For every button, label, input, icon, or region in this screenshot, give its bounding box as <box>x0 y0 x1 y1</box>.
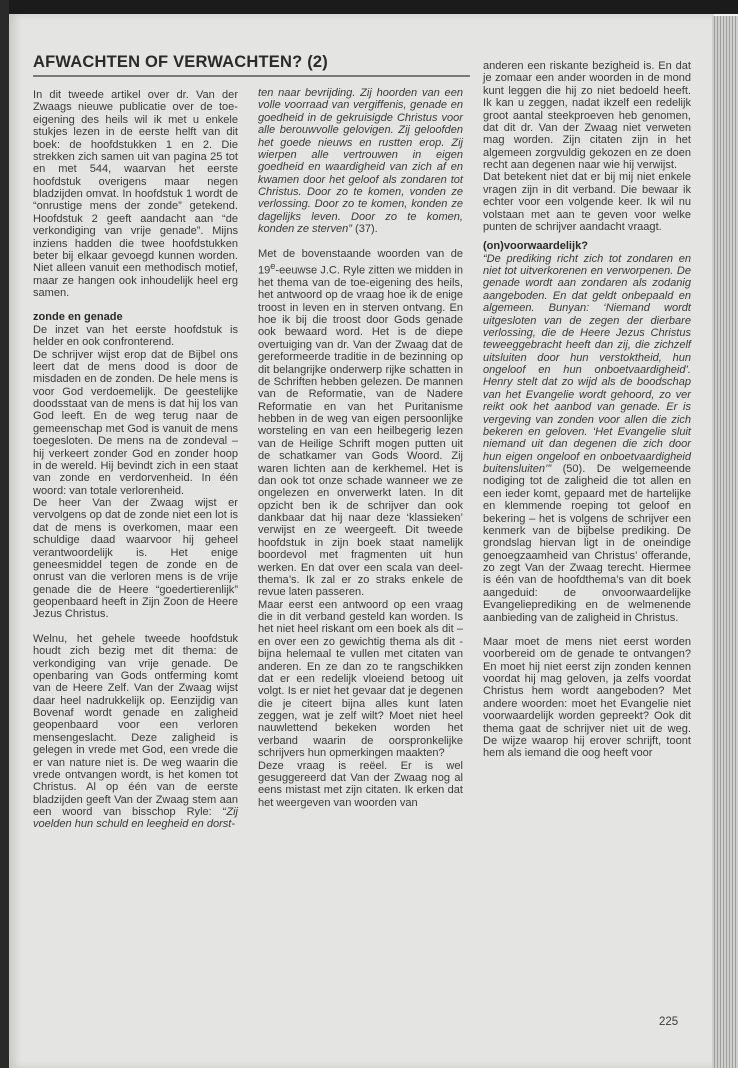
paragraph: anderen een riskante bezigheid is. En dat je zomaar een ander woorden in de mond kunt leggen die hij zo niet bedoeld heeft. Ik kan u zeggen, nadat ikzelf een redelijk groot aantal steekproeven heb genomen, dat dit dr. Van der Zwaag niet verweten mag worden. Zijn citaten zijn in het algemeen zorgvuldig gekozen en ze doen recht aan degenen naar wie hij verwijst. <box>483 60 691 171</box>
paragraph: De schrijver wijst erop dat de Bijbel ons leert dat de mens dood is door de misdaden en de zonden. De hele mens is voor God verdoemelijk. De geestelijke doodsstaat van de mens is dat hij los van God leeft. En de weg terug naar de gemeenschap met God is vanuit de mens toegesloten. De mens na de zondeval – hij verkeert zonder God en zonder hoop in de wereld. Hij bevindt zich in een staat van zonde en verdorvenheid. In één woord: van totale verlorenheid. <box>33 348 238 497</box>
paragraph: Maar moet de mens niet eerst worden voorbereid om de genade te ontvangen? En moet hij niet eerst zijn zonden kennen voordat hij mag geloven, ja zelfs voordat Christus hem wordt aangeboden? Met andere woorden: moet het Evangelie niet voorwaardelijk worden gepreekt? Ook dit thema gaat de schrijver niet uit de weg. De wijze waarop hij erover schrijft, toont hem als iemand die oog heeft voor <box>483 635 691 760</box>
article-title: AFWACHTEN OF VERWACHTEN? (2) <box>33 53 328 71</box>
text-column-1 <box>33 89 238 831</box>
paragraph <box>258 87 463 236</box>
scan-left-edge <box>0 0 9 1068</box>
page-number: 225 <box>659 1016 679 1028</box>
page-reference: (37). <box>351 223 378 236</box>
paragraph: De heer Van der Zwaag wijst er vervolgens op dat de zonde niet een lot is dat de mens is overkomen, maar een schuldige daad waarvoor hij geheel verantwoordelijk is. Het enige geneesmiddel tegen de zonde en de onrust van die verloren mens is de vrije genade die de Heere “goedertierenlijk” geopenbaard heeft in Zijn Zoon de Heere Jezus Christus. <box>33 497 238 621</box>
paragraph: Deze vraag is reëel. Er is wel gesuggereerd dat Van der Zwaag nog al eens mistast met zijn citaten. Ik erken dat het weergeven van woorden van <box>258 759 463 809</box>
paragraph: De inzet van het eerste hoofdstuk is helder en ook confronterend. <box>33 323 238 349</box>
ryle-quote-continued: ten naar bevrijding. Zij hoorden van een volle voorraad van vergiffenis, genade en goedheid in de gekruisigde Christus voor alle berouwvolle gelovigen. Zij geloofden het goede nieuws en rustten erop. Zij wierpen alle vertrouwen in eigen goedheid en waardigheid van zich af en kwamen door het geloof als zondaren tot Christus. Door zo te komen, vonden ze verlossing. Door zo te komen, konden ze dagelijks leven. Door zo te komen, konden ze sterven” <box>258 87 463 236</box>
paragraph <box>33 633 238 831</box>
paragraph-text: Met de bovenstaande woorden van de 19 <box>258 247 463 277</box>
paragraph: In dit tweede artikel over dr. Van der Zwaags nieuwe publicatie over de toe-eigening des heils wil ik met u enkele stukjes lezen in de eerste helft van dit boek: de hoofdstukken 1 en 2. Die strekken zich samen uit van pagina 25 tot en met 544, waarvan het eerste hoofdstuk overigens maar negen bladzijden omvat. In hoofdstuk 1 wordt de “onrustige mens der zonde” getekend. Hoofdstuk 2 geeft aandacht aan “de verkondiging van vrije genade”. Mijns inziens hadden die twee hoofdstukken beter bij elkaar gevoegd kunnen worden. Niet alleen vanuit een methodisch motief, maar ze hangen ook inhoudelijk heel erg samen. <box>33 89 238 299</box>
scan-top-edge <box>0 0 738 14</box>
page-stack-edges <box>712 16 738 1068</box>
paragraph: Maar eerst een antwoord op een vraag die in dit verband gesteld kan worden. Is het niet heel riskant om een boek als dit – en over een zo gewichtig thema als dit - bijna helemaal te vullen met citaten van anderen. En ze dan zo te rangschikken dat er een redelijk vloeiend betoog uit volgt. Is er niet het gevaar dat je degenen die je citeert bijna alles kunt laten zeggen, wat je zelf wilt? Moet niet heel nauwlettend bekeken worden het verband waarin de oorspronkelijke schrijvers hun opmerkingen maakten? <box>258 598 463 760</box>
bunyan-henry-quote: “De prediking richt zich tot zondaren en niet tot uitverkorenen en verworpenen. De genade wordt aan zondaren als zodanig aangeboden. En dat geldt onbepaald en algemeen. Bunyan: ‘Niemand wordt uitgesloten van de zegen der dierbare verlossing, die de Heere Jezus Christus teweeggebracht heeft dan zij, die zichzelf uitsluiten door hun verstoktheid, hun ongeloof en hun onboetvaardigheid’. Henry stelt dat zo wijd als de boodschap van het Evangelie wordt gehoord, zo ver reikt ook het aanbod van genade. Er is vergeving van zonden voor allen die zich bekeren en geloven. ‘Het Evangelie sluit niemand uit dan degenen die zich door hun eigen ongeloof en onboetvaardigheid buitensluiten’” <box>483 252 691 475</box>
title-divider <box>33 75 470 77</box>
text-column-2 <box>258 87 463 809</box>
ryle-quote: Zij voelden hun schuld en leegheid en dorst- <box>33 806 238 831</box>
paragraph <box>483 253 691 624</box>
paragraph-text: Welnu, het gehele tweede hoofdstuk houdt zich bezig met dit thema: de verkondiging van vrije genade. De openbaring van Gods ontferming komt van de Heere Zelf. Van der Zwaag wijst daar heel nadrukkelijk op. Eenzijdig van Bovenaf wordt genade en zaligheid geopenbaard voor een verloren mensengeslacht. Deze zaligheid is gelegen in vrede met God, een vrede die er van nature niet is. De weg waarin die vrede ontvangen wordt, is het komen tot Christus. Al op één van de eerste bladzijden geeft Van der Zwaag stem aan een woord van bisschop Ryle: “ <box>33 632 238 818</box>
paragraph: Dat betekent niet dat er bij mij niet enkele vragen zijn in dit verband. Die bewaar ik echter voor een volgende keer. Ik wil nu volstaan met aan te geven voor welke punten de schrijver aandacht vraagt. <box>483 171 691 233</box>
section-heading: zonde en genade <box>33 311 123 324</box>
superscript: e <box>270 260 276 271</box>
paragraph <box>258 248 463 599</box>
section-heading: (on)voorwaardelijk? <box>483 240 588 253</box>
text-column-3 <box>483 60 691 760</box>
paragraph-text: -eeuwse J.C. Ryle zitten we midden in het thema van de toe-eigening des heils, het antwoord op de vraag hoe ik de enige troost in leven en in sterven ontvang. En hoe ik bij die troost door Gods genade ook bewaard word. Het is de diepe overtuiging van dr. Van der Zwaag dat de gereformeerde traditie in de bezinning op dit belangrijke onderwerp rijke schatten in de Schriften hebben gelezen. De mannen van de Reformatie, van de Nadere Reformatie en van het Puritanisme hebben in de weg van eigen persoonlijke worsteling en van een heilbegerig lezen van de Heilige Schrift mogen putten uit de schatkamer van Gods Woord. Zij waren lichten aan de kerkhemel. Het is dan ook tot onze schade wanneer we ze ongelezen en onverwerkt laten. In dit opzicht ben ik de schrijver dan ook dankbaar dat hij naar deze ‘klassieken’ verwijst en ze weergeeft. Dit tweede hoofdstuk in zijn boek staat namelijk boordevol met fragmenten uit hun werken. En dat over een scala van deel-thema’s. Ik zal er zo straks enkele de revue laten passeren. <box>258 264 463 599</box>
paragraph-text: (50). De welgemeende nodiging tot de zaligheid die tot allen en een ieder komt, gepaard met de hartelijke en klemmende roeping tot geloof en bekering – het is volgens de schrijver een kenmerk van de bijbelse prediking. De grondslag hiervan ligt in de oneindige genoegzaamheid van Christus’ offerande, zo zegt Van der Zwaag terecht. Hiermee is één van de hoofdthema’s van dit boek aangeduid: de onvoorwaardelijke Evangelieprediking en de welmenende aanbieding van de zaligheid in Christus. <box>483 463 691 624</box>
